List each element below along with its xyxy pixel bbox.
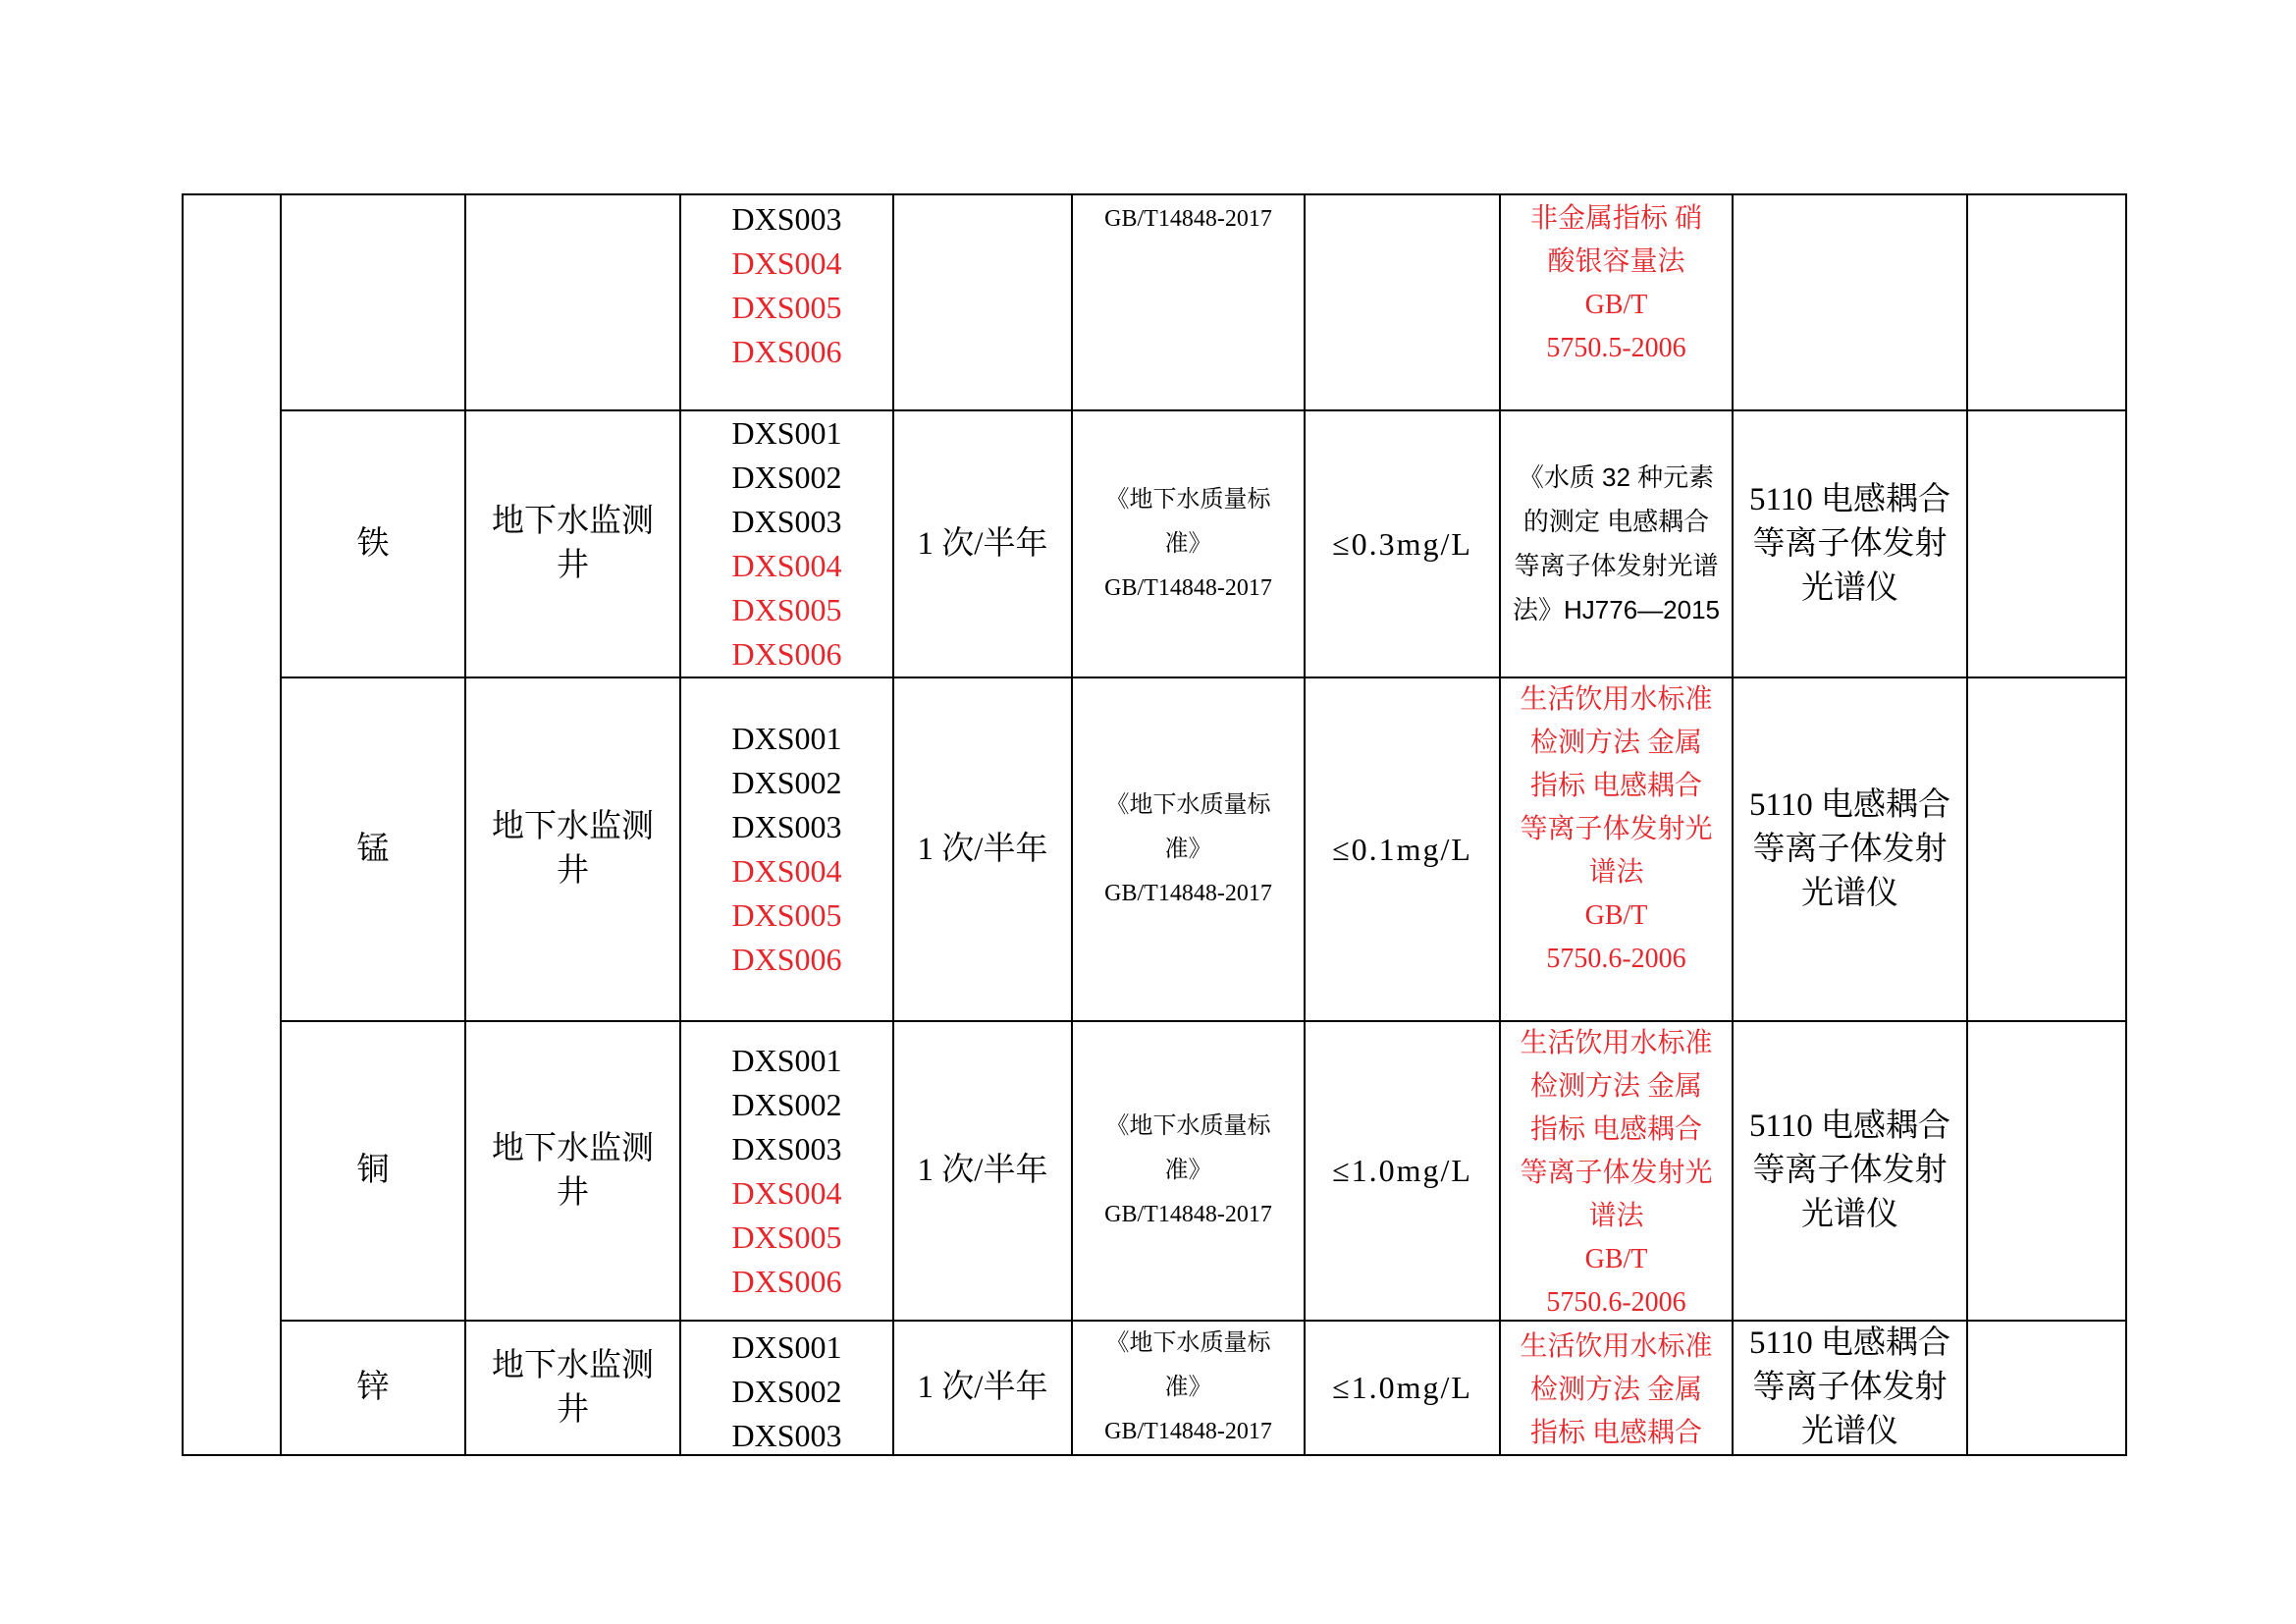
sample-point-code: DXS001	[731, 721, 842, 756]
method-line: 生活饮用水标准	[1520, 1028, 1713, 1058]
frequency-text: 1 次/半年	[917, 1370, 1048, 1405]
instrument-line: 5110 电感耦合	[1748, 1326, 1951, 1361]
sample-point-code: DXS006	[731, 334, 842, 369]
method-line: 生活饮用水标准	[1520, 684, 1713, 715]
sample-point-code: DXS001	[731, 1042, 842, 1078]
sample-point-code: DXS006	[731, 1263, 842, 1299]
remark-cell	[1968, 195, 2127, 411]
standard-line: 《地下水质量标	[1105, 486, 1271, 513]
sample-point-code: DXS002	[731, 1086, 842, 1122]
instrument-line: 等离子体发射	[1752, 831, 1948, 867]
sample-point-code: DXS005	[731, 897, 842, 933]
method-line: GB/T	[1584, 900, 1648, 931]
instrument-line: 光谱仪	[1801, 569, 1898, 606]
instrument-line: 等离子体发射	[1752, 1370, 1948, 1405]
item-name: 铜	[356, 1153, 390, 1188]
instrument-line: 5110 电感耦合	[1748, 1109, 1951, 1144]
location-line: 井	[557, 853, 589, 889]
sample-point-code: DXS003	[731, 1130, 842, 1166]
location-line: 地下水监测	[492, 1130, 654, 1166]
sample-points-cell	[681, 411, 894, 678]
remark-cell	[1968, 678, 2127, 1022]
method-cell	[1501, 1022, 1734, 1322]
method-line: GB/T	[1584, 1244, 1648, 1274]
location-line: 井	[557, 1391, 589, 1428]
standard-line: GB/T14848-2017	[1104, 1202, 1272, 1227]
sample-point-code: DXS004	[731, 548, 842, 583]
limit-value: ≤0.3mg/L	[1332, 525, 1472, 562]
limit-cell	[1306, 678, 1501, 1022]
limit-cell	[1306, 195, 1501, 411]
instrument-line: 5110 电感耦合	[1748, 786, 1951, 823]
standard-cell	[1073, 678, 1306, 1022]
method-line: 5750.5-2006	[1546, 333, 1686, 363]
frequency-text: 1 次/半年	[917, 525, 1048, 562]
remark-cell	[1968, 411, 2127, 678]
location-cell	[466, 411, 681, 678]
standard-line: GB/T14848-2017	[1104, 880, 1272, 906]
sample-point-code: DXS005	[731, 1218, 842, 1255]
sample-point-code: DXS003	[731, 201, 842, 237]
method-line: 法》HJ776—2015	[1513, 595, 1720, 624]
item-cell	[282, 678, 466, 1022]
standard-line: 《地下水质量标	[1105, 1330, 1271, 1356]
method-line: 检测方法 金属	[1529, 1071, 1702, 1102]
location-line: 井	[557, 548, 589, 583]
method-line: 谱法	[1588, 1201, 1644, 1231]
standard-line: 《地下水质量标	[1105, 791, 1271, 818]
method-line: 生活饮用水标准	[1520, 1331, 1713, 1362]
method-line: 指标 电感耦合	[1529, 771, 1702, 801]
instrument-cell	[1734, 678, 1968, 1022]
frequency-text: 1 次/半年	[917, 1153, 1048, 1188]
sample-points-cell	[681, 195, 894, 411]
sample-point-code: DXS006	[731, 942, 842, 977]
item-cell	[282, 1322, 466, 1456]
sample-point-code: DXS001	[731, 415, 842, 451]
sample-point-code: DXS005	[731, 290, 842, 325]
method-line: 5750.6-2006	[1546, 944, 1686, 974]
method-cell	[1501, 1322, 1734, 1456]
standard-line: GB/T14848-2017	[1104, 574, 1272, 601]
remark-cell	[1968, 1322, 2127, 1456]
method-line: 指标 电感耦合	[1529, 1418, 1702, 1448]
location-line: 地下水监测	[492, 1347, 654, 1383]
sample-point-code: DXS002	[731, 1374, 842, 1409]
method-line: 等离子体发射光	[1520, 1158, 1713, 1188]
item-name: 铁	[356, 525, 390, 562]
sample-points-cell	[681, 1022, 894, 1322]
sample-point-code: DXS002	[731, 460, 842, 495]
location-line: 地下水监测	[492, 504, 654, 539]
location-line: 井	[557, 1174, 589, 1211]
limit-cell	[1306, 1022, 1501, 1322]
instrument-line: 光谱仪	[1801, 1197, 1898, 1232]
frequency-text: 1 次/半年	[917, 831, 1048, 867]
sample-point-code: DXS001	[731, 1329, 842, 1365]
sample-point-code: DXS003	[731, 1418, 842, 1453]
location-line: 地下水监测	[492, 809, 654, 844]
standard-line: GB/T14848-2017	[1104, 206, 1272, 232]
standard-cell	[1073, 1022, 1306, 1322]
method-line: 5750.6-2006	[1546, 1287, 1686, 1318]
frequency-cell	[894, 678, 1073, 1022]
frequency-cell	[894, 1022, 1073, 1322]
limit-value: ≤1.0mg/L	[1332, 1153, 1472, 1188]
standard-line: 准》	[1164, 836, 1212, 862]
method-line: 等离子体发射光谱	[1514, 551, 1719, 580]
item-name: 锰	[356, 831, 390, 867]
category-cell	[184, 195, 282, 1456]
sample-points-cell	[681, 1322, 894, 1456]
location-cell	[466, 1022, 681, 1322]
instrument-cell	[1734, 195, 1968, 411]
frequency-cell	[894, 411, 1073, 678]
instrument-line: 光谱仪	[1801, 1414, 1898, 1449]
sample-points-cell	[681, 678, 894, 1022]
sample-point-code: DXS003	[731, 809, 842, 844]
method-cell	[1501, 195, 1734, 411]
sample-point-code: DXS004	[731, 1174, 842, 1211]
method-cell	[1501, 678, 1734, 1022]
monitoring-table	[182, 193, 2127, 1456]
standard-line: 《地下水质量标	[1105, 1113, 1271, 1139]
sample-point-code: DXS003	[731, 504, 842, 539]
limit-value: ≤1.0mg/L	[1332, 1370, 1472, 1405]
instrument-line: 等离子体发射	[1752, 525, 1948, 562]
standard-cell	[1073, 1322, 1306, 1456]
limit-cell	[1306, 411, 1501, 678]
frequency-cell	[894, 1322, 1073, 1456]
instrument-line: 光谱仪	[1801, 875, 1898, 911]
standard-cell	[1073, 195, 1306, 411]
sample-point-code: DXS006	[731, 636, 842, 672]
standard-line: 准》	[1164, 1158, 1212, 1183]
sample-point-code: DXS004	[731, 245, 842, 281]
location-cell	[466, 195, 681, 411]
instrument-line: 5110 电感耦合	[1748, 481, 1951, 517]
method-line: 的测定 电感耦合	[1522, 507, 1710, 536]
item-cell	[282, 411, 466, 678]
method-cell	[1501, 411, 1734, 678]
instrument-cell	[1734, 411, 1968, 678]
remark-cell	[1968, 1022, 2127, 1322]
location-cell	[466, 1322, 681, 1456]
method-line: 检测方法 金属	[1529, 728, 1702, 758]
standard-line: GB/T14848-2017	[1104, 1419, 1272, 1444]
item-name: 锌	[356, 1370, 390, 1405]
method-line: 等离子体发射光	[1520, 814, 1713, 844]
instrument-cell	[1734, 1022, 1968, 1322]
method-line: GB/T	[1584, 290, 1648, 320]
method-line: 指标 电感耦合	[1529, 1114, 1702, 1145]
standard-line: 准》	[1164, 1375, 1212, 1400]
item-cell	[282, 195, 466, 411]
sample-point-code: DXS004	[731, 853, 842, 889]
method-line: 酸银容量法	[1547, 246, 1685, 277]
item-cell	[282, 1022, 466, 1322]
method-line: 《水质 32 种元素	[1518, 462, 1715, 492]
instrument-line: 等离子体发射	[1752, 1153, 1948, 1188]
location-cell	[466, 678, 681, 1022]
standard-cell	[1073, 411, 1306, 678]
instrument-cell	[1734, 1322, 1968, 1456]
limit-cell	[1306, 1322, 1501, 1456]
method-line: 非金属指标 硝	[1529, 203, 1702, 234]
sample-point-code: DXS002	[731, 765, 842, 800]
standard-line: 准》	[1164, 530, 1212, 557]
sample-point-code: DXS005	[731, 592, 842, 627]
frequency-cell	[894, 195, 1073, 411]
method-line: 谱法	[1588, 857, 1644, 888]
limit-value: ≤0.1mg/L	[1332, 831, 1472, 867]
method-line: 检测方法 金属	[1529, 1375, 1702, 1405]
